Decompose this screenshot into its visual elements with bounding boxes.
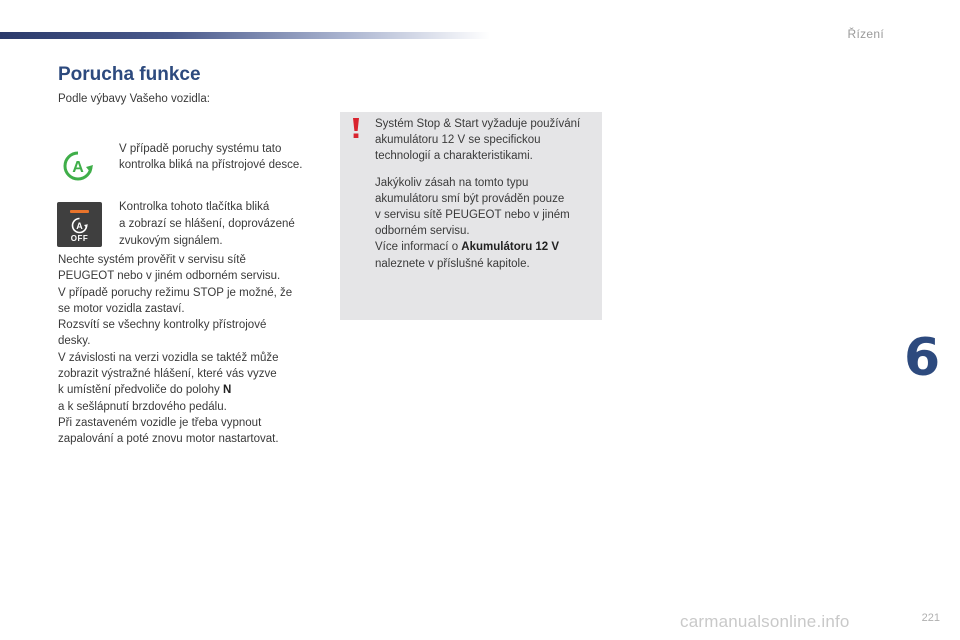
main-line: zapalování a poté znovu motor nastartovat. — [58, 433, 279, 446]
auto-start-stop-warning-icon — [62, 150, 94, 182]
stop-start-off-button-icon — [57, 202, 102, 247]
main-paragraph — [58, 252, 318, 448]
chapter-name: Řízení — [847, 27, 884, 41]
main-line: zobrazit výstražné hlášení, které vás vyzve — [58, 368, 277, 381]
main-line-with-gear — [58, 382, 318, 398]
item2-line: Kontrolka tohoto tlačítka bliká — [119, 201, 270, 213]
chapter-number: 6 — [904, 328, 941, 388]
item1-line: V případě poruchy systému tato — [119, 143, 282, 155]
page-number: 221 — [921, 612, 940, 624]
warning-note-box — [340, 112, 602, 320]
svg-text:A: A — [76, 221, 83, 231]
main-line: Nechte systém prověřit v servisu sítě — [58, 254, 246, 266]
item1-line: kontrolka bliká na přístrojové desce. — [119, 159, 303, 171]
main-line: V závislosti na verzi vozidla se taktéž může — [58, 351, 279, 364]
main-line: se motor vozidla zastaví. — [58, 302, 185, 315]
note-line: technologií a charakteristikami. — [375, 150, 533, 163]
note-line: Systém Stop & Start vyžaduje používání — [375, 118, 581, 130]
svg-text:A: A — [72, 159, 84, 176]
note-more-prefix: Více informací o — [375, 241, 462, 254]
gear-position-n: N — [222, 384, 232, 397]
note-paragraph-1 — [375, 116, 597, 165]
item2-text — [119, 199, 329, 250]
main-line-text: k umístění předvoliče do polohy — [58, 384, 223, 397]
watermark: carmanualsonline.info — [680, 612, 850, 631]
main-line: desky. — [58, 335, 91, 348]
warning-exclamation-icon — [350, 117, 362, 139]
note-more-line — [375, 239, 597, 255]
item2-line: zvukovým signálem. — [119, 235, 223, 247]
auto-mode-glyph-icon — [71, 217, 88, 234]
note-text — [375, 116, 597, 282]
note-line: akumulátoru smí být prováděn pouze — [375, 192, 565, 205]
intro-text: Podle výbavy Vašeho vozidla: — [58, 93, 210, 105]
note-line: akumulátoru 12 V se specifickou — [375, 134, 541, 147]
main-line: V případě poruchy režimu STOP je možné, že — [58, 286, 293, 299]
item2-line: a zobrazí se hlášení, doprovázené — [119, 218, 295, 230]
note-paragraph-2 — [375, 175, 597, 272]
note-line: odborném servisu. — [375, 225, 470, 238]
item1-text — [119, 141, 334, 173]
note-line: Jakýkoliv zásah na tomto typu — [375, 176, 529, 189]
off-label: OFF — [70, 234, 89, 243]
header-gradient-bar — [0, 32, 490, 39]
main-line: Rozsvítí se všechny kontrolky přístrojové — [58, 319, 267, 332]
page-title: Porucha funkce — [58, 64, 201, 85]
note-more-bold: Akumulátoru 12 V — [461, 241, 560, 254]
note-line: naleznete v příslušné kapitole. — [375, 257, 530, 270]
note-line: v servisu sítě PEUGEOT nebo v jiném — [375, 209, 570, 222]
main-line: Při zastaveném vozidle je třeba vypnout — [58, 416, 262, 429]
button-led-indicator — [70, 210, 89, 213]
main-line: a k sešlápnutí brzdového pedálu. — [58, 400, 227, 413]
main-line: PEUGEOT nebo v jiném odborném servisu. — [58, 270, 281, 283]
